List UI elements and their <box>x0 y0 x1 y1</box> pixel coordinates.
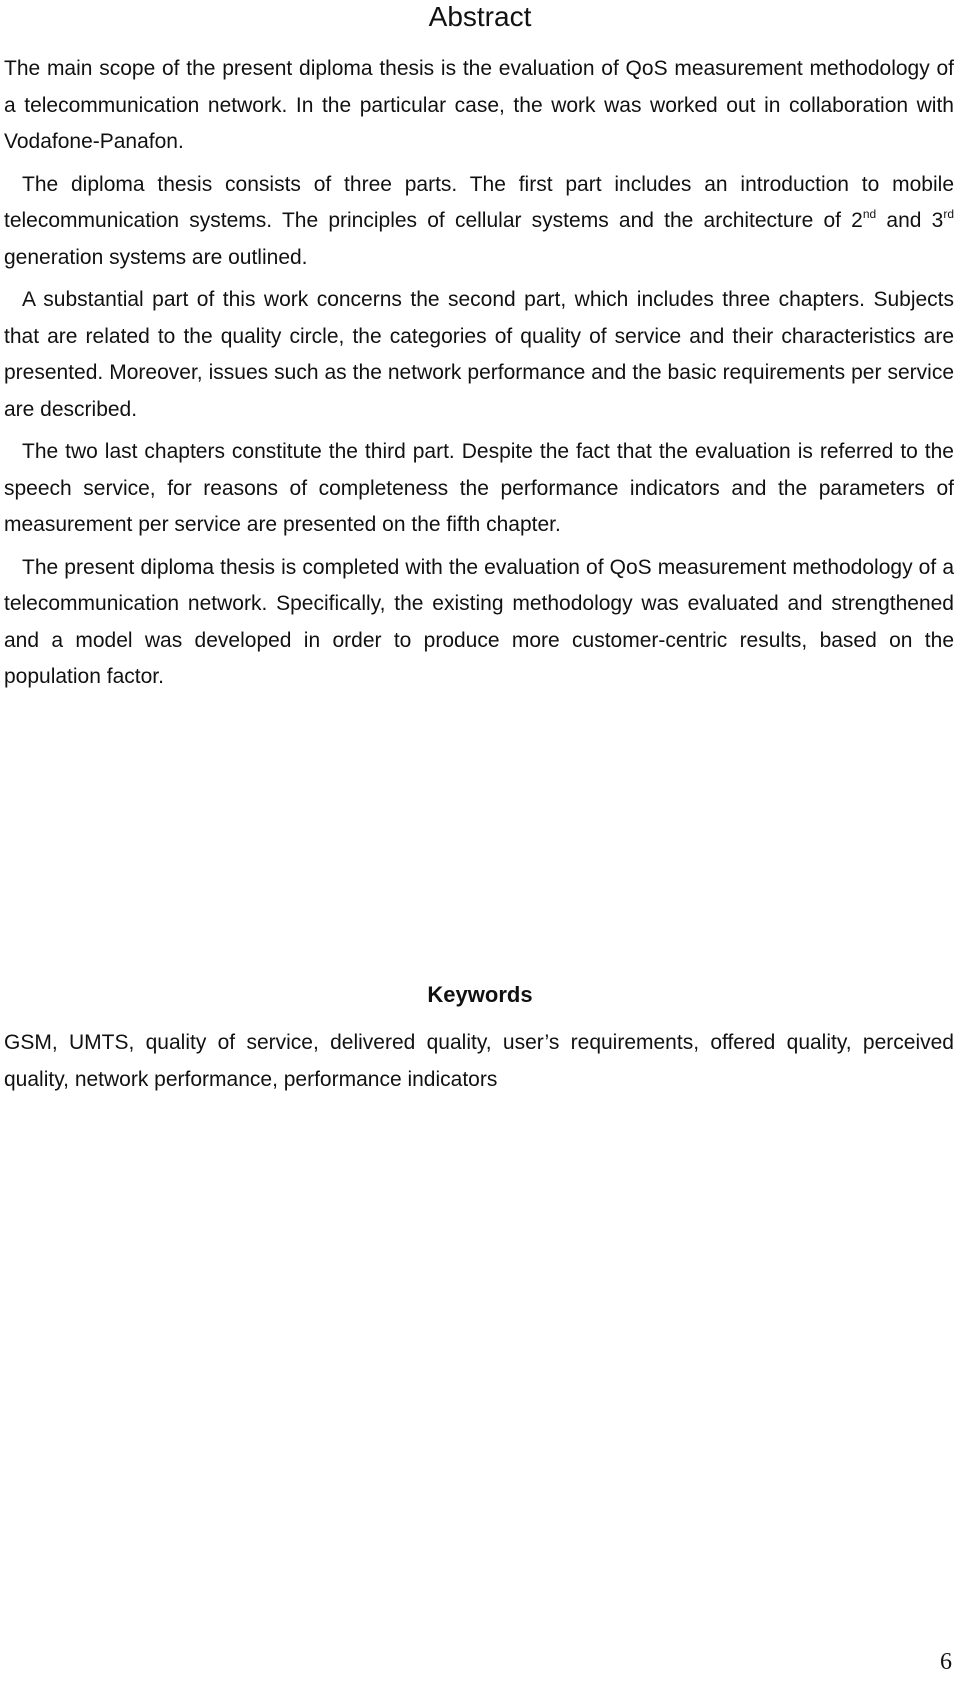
page-number: 6 <box>940 1649 952 1675</box>
abstract-paragraph-2 <box>4 167 954 277</box>
page-title: Abstract <box>428 1 532 32</box>
abstract-paragraph-1: The main scope of the present diploma thesis is the evaluation of QoS measurement methodology of a telecommunication network. In the particular case, the work was worked out in collaboration with Vodafone-Panafon. <box>4 57 954 153</box>
abstract-paragraph-3: A substantial part of this work concerns the second part, which includes three chapters. Subjects that are related to the quality circle, the categories of quality of service and their characteristics are presented. Moreover, issues such as the network performance and the basic requirements per service are described. <box>4 288 954 421</box>
superscript-nd: nd <box>862 207 877 221</box>
keywords-list: GSM, UMTS, quality of service, delivered quality, user’s requirements, offered quality, perceived quality, network performance, performance indicators <box>4 1031 954 1091</box>
paragraph-2-text-a: The diploma thesis consists of three parts. The first part includes an introduction to mobile telecommunication systems. The principles of cellular systems and the architecture of 2 <box>4 172 954 232</box>
paragraph-2-text-b: and 3 <box>876 209 944 232</box>
abstract-body <box>4 51 954 702</box>
abstract-paragraph-4: The two last chapters constitute the third part. Despite the fact that the evaluation is referred to the speech service, for reasons of completeness the performance indicators and the parameters of measurement per service are presented on the fifth chapter. <box>4 440 954 536</box>
keywords-heading: Keywords <box>427 982 533 1007</box>
abstract-paragraph-5: The present diploma thesis is completed with the evaluation of QoS measurement methodology of a telecommunication network. Specifically, the existing methodology was evaluated and strengthened and a model was developed in order to produce more customer-centric results, based on the population factor. <box>4 555 954 688</box>
paragraph-2-text-c: generation systems are outlined. <box>4 245 308 269</box>
superscript-rd: rd <box>943 207 954 221</box>
